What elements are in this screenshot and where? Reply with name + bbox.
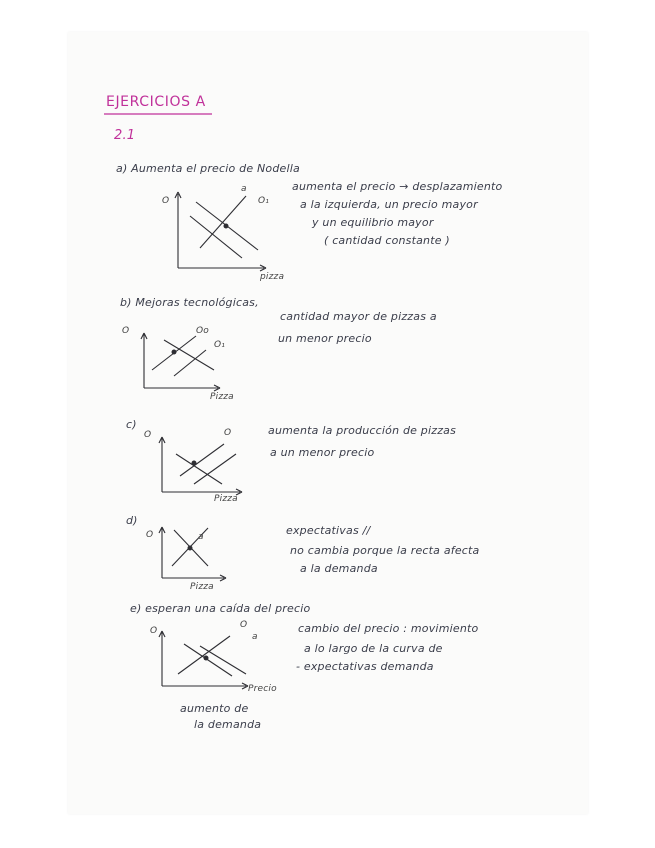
section-a-curve-a: a: [241, 184, 247, 194]
section-b-heading: b) Mejoras tecnológicas,: [120, 296, 259, 309]
title-underline: [104, 112, 214, 116]
notebook-page: [68, 32, 588, 814]
page-title: EJERCICIOS A: [106, 94, 206, 110]
section-a-curve-b: O₁: [258, 196, 270, 206]
section-d-graph: [152, 522, 242, 586]
section-e-graph: [150, 628, 260, 698]
section-d-y-label: O: [146, 530, 154, 540]
section-c-note-1: aumenta la producción de pizzas: [268, 424, 457, 437]
section-e-note-2: a lo largo de la curva de: [304, 642, 443, 655]
section-e-y-label: O: [150, 626, 158, 636]
section-d-heading: d): [126, 514, 138, 527]
section-b-x-label: Pizza: [210, 392, 234, 402]
section-a-graph: [160, 188, 270, 278]
section-c-y-label: O: [144, 430, 152, 440]
section-d-note-1: expectativas //: [286, 524, 371, 537]
section-e-note-3: - expectativas demanda: [296, 660, 434, 673]
section-a-note-1: aumenta el precio → desplazamiento: [292, 180, 503, 193]
section-c-graph: [150, 434, 260, 500]
section-d-note-3: a la demanda: [300, 562, 378, 575]
section-a-y-label: O: [162, 196, 170, 206]
section-a-heading: a) Aumenta el precio de Nodella: [116, 162, 300, 175]
section-c-x-label: Pizza: [214, 494, 238, 504]
section-c-heading: c): [126, 418, 137, 431]
section-e-caption-2: la demanda: [194, 718, 262, 731]
section-e-curve-a: O: [240, 620, 248, 630]
section-b-note-1: cantidad mayor de pizzas a: [280, 310, 437, 323]
section-c-note-2: a un menor precio: [270, 446, 375, 459]
section-b-curve-a: Oo: [196, 326, 209, 336]
section-b-curve-b: O₁: [214, 340, 226, 350]
section-a-note-3: y un equilibrio mayor: [312, 216, 434, 229]
section-e-x-label: Precio: [248, 684, 277, 694]
section-b-y-label: O: [122, 326, 130, 336]
section-d-curve-a: a: [198, 532, 204, 542]
section-e-curve-b: a: [252, 632, 258, 642]
section-d-x-label: Pizza: [190, 582, 214, 592]
section-e-heading: e) esperan una caída del precio: [130, 602, 311, 615]
section-e-note-1: cambio del precio : movimiento: [298, 622, 479, 635]
section-d-note-2: no cambia porque la recta afecta: [290, 544, 480, 557]
exercise-number: 2.1: [114, 128, 136, 143]
section-c-curve-a: O: [224, 428, 232, 438]
section-e-caption-1: aumento de: [180, 702, 249, 715]
section-a-x-label: pizza: [260, 272, 285, 282]
section-a-note-2: a la izquierda, un precio mayor: [300, 198, 478, 211]
section-b-note-2: un menor precio: [278, 332, 372, 345]
section-a-note-4: ( cantidad constante ): [324, 234, 450, 247]
